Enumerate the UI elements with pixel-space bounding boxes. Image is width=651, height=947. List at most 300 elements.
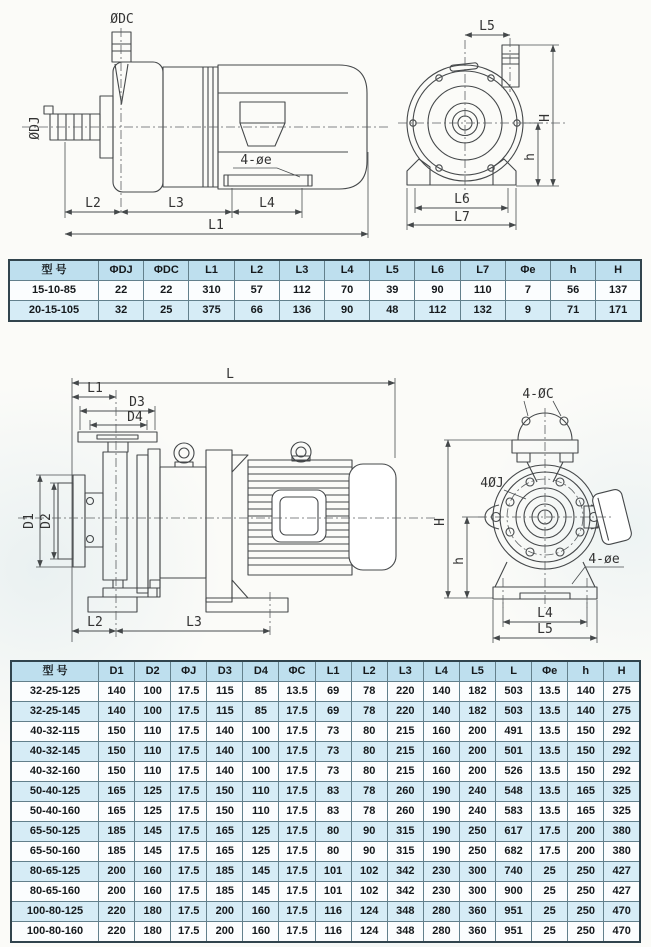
value-cell: 342 xyxy=(387,882,423,902)
value-cell: 17.5 xyxy=(171,702,207,722)
value-cell: 220 xyxy=(99,922,135,943)
value-cell: 80 xyxy=(315,822,351,842)
value-cell: 165 xyxy=(207,822,243,842)
value-cell: 171 xyxy=(596,301,641,322)
model-cell: 15-10-85 xyxy=(9,281,99,301)
table-row xyxy=(9,281,641,301)
model-cell: 40-32-115 xyxy=(11,722,99,742)
value-cell: 17.5 xyxy=(279,802,315,822)
value-cell: 85 xyxy=(243,702,279,722)
column-header: L3 xyxy=(387,661,423,682)
table-row xyxy=(11,782,640,802)
value-cell: 180 xyxy=(135,902,171,922)
column-header: L4 xyxy=(423,661,459,682)
value-cell: 90 xyxy=(351,842,387,862)
value-cell: 17.5 xyxy=(171,802,207,822)
value-cell: 200 xyxy=(459,762,495,782)
dim-label-dc: ØDC xyxy=(110,12,134,27)
value-cell: 125 xyxy=(135,802,171,822)
dim-label-h-total: H xyxy=(538,114,553,122)
value-cell: 220 xyxy=(387,702,423,722)
value-cell: 427 xyxy=(604,882,640,902)
value-cell: 115 xyxy=(207,702,243,722)
value-cell: 140 xyxy=(207,722,243,742)
value-cell: 140 xyxy=(423,702,459,722)
value-cell: 13.5 xyxy=(532,722,568,742)
value-cell: 39 xyxy=(370,281,415,301)
value-cell: 90 xyxy=(325,301,370,322)
value-cell: 200 xyxy=(459,722,495,742)
dim-label-d2: D2 xyxy=(39,513,54,529)
value-cell: 215 xyxy=(387,762,423,782)
value-cell: 470 xyxy=(604,902,640,922)
value-cell: 17.5 xyxy=(279,762,315,782)
value-cell: 13.5 xyxy=(532,802,568,822)
value-cell: 220 xyxy=(387,682,423,702)
value-cell: 342 xyxy=(387,862,423,882)
table-row xyxy=(11,822,640,842)
value-cell: 125 xyxy=(243,842,279,862)
value-cell: 150 xyxy=(207,782,243,802)
value-cell: 503 xyxy=(496,702,532,722)
value-cell: 90 xyxy=(351,822,387,842)
small-pump-dimension-table xyxy=(8,259,642,322)
value-cell: 110 xyxy=(135,722,171,742)
value-cell: 292 xyxy=(604,742,640,762)
value-cell: 17.5 xyxy=(171,782,207,802)
value-cell: 101 xyxy=(315,862,351,882)
value-cell: 17.5 xyxy=(279,842,315,862)
value-cell: 145 xyxy=(135,842,171,862)
value-cell: 83 xyxy=(315,802,351,822)
value-cell: 100 xyxy=(135,702,171,722)
column-header: L1 xyxy=(315,661,351,682)
value-cell: 215 xyxy=(387,742,423,762)
dim-label-l6: L6 xyxy=(454,192,470,207)
value-cell: 240 xyxy=(459,802,495,822)
value-cell: 275 xyxy=(604,682,640,702)
model-cell: 20-15-105 xyxy=(9,301,99,322)
value-cell: 185 xyxy=(207,862,243,882)
value-cell: 150 xyxy=(99,722,135,742)
value-cell: 25 xyxy=(532,922,568,943)
value-cell: 17.5 xyxy=(171,882,207,902)
value-cell: 25 xyxy=(532,862,568,882)
value-cell: 150 xyxy=(568,762,604,782)
dim-label-l3: L3 xyxy=(168,196,184,211)
value-cell: 180 xyxy=(135,922,171,943)
value-cell: 280 xyxy=(423,922,459,943)
value-cell: 17.5 xyxy=(171,842,207,862)
column-header: L2 xyxy=(351,661,387,682)
value-cell: 13.5 xyxy=(532,682,568,702)
value-cell: 503 xyxy=(496,682,532,702)
value-cell: 300 xyxy=(459,862,495,882)
value-cell: 17.5 xyxy=(171,922,207,943)
value-cell: 150 xyxy=(99,742,135,762)
value-cell: 200 xyxy=(207,922,243,943)
column-header: D1 xyxy=(99,661,135,682)
value-cell: 182 xyxy=(459,682,495,702)
value-cell: 22 xyxy=(99,281,144,301)
value-cell: 150 xyxy=(568,722,604,742)
value-cell: 140 xyxy=(423,682,459,702)
dim-label-l2: L2 xyxy=(85,196,101,211)
value-cell: 140 xyxy=(568,702,604,722)
value-cell: 32 xyxy=(99,301,144,322)
value-cell: 348 xyxy=(387,922,423,943)
value-cell: 9 xyxy=(505,301,550,322)
column-header: L1 xyxy=(189,260,234,281)
value-cell: 526 xyxy=(496,762,532,782)
column-header: ΦJ xyxy=(171,661,207,682)
model-cell: 40-32-160 xyxy=(11,762,99,782)
value-cell: 292 xyxy=(604,722,640,742)
value-cell: 145 xyxy=(135,822,171,842)
value-cell: 17.5 xyxy=(532,822,568,842)
column-header: L3 xyxy=(279,260,324,281)
value-cell: 200 xyxy=(99,862,135,882)
value-cell: 190 xyxy=(423,822,459,842)
value-cell: 140 xyxy=(568,682,604,702)
value-cell: 220 xyxy=(99,902,135,922)
table-row xyxy=(11,802,640,822)
value-cell: 300 xyxy=(459,882,495,902)
hole-callout-4e: 4-øe xyxy=(240,153,272,168)
value-cell: 137 xyxy=(596,281,641,301)
value-cell: 7 xyxy=(505,281,550,301)
value-cell: 380 xyxy=(604,822,640,842)
value-cell: 250 xyxy=(568,922,604,943)
value-cell: 22 xyxy=(144,281,189,301)
value-cell: 100 xyxy=(243,762,279,782)
value-cell: 140 xyxy=(207,762,243,782)
dim-label-l2: L2 xyxy=(87,615,103,630)
value-cell: 17.5 xyxy=(171,742,207,762)
column-header: 型 号 xyxy=(9,260,99,281)
value-cell: 200 xyxy=(99,882,135,902)
value-cell: 25 xyxy=(144,301,189,322)
value-cell: 13.5 xyxy=(532,782,568,802)
value-cell: 17.5 xyxy=(171,862,207,882)
value-cell: 951 xyxy=(496,922,532,943)
table-row xyxy=(11,922,640,943)
value-cell: 230 xyxy=(423,882,459,902)
value-cell: 150 xyxy=(99,762,135,782)
value-cell: 185 xyxy=(99,822,135,842)
value-cell: 160 xyxy=(423,722,459,742)
small-pump-side-view xyxy=(22,12,390,238)
value-cell: 100 xyxy=(243,742,279,762)
value-cell: 116 xyxy=(315,902,351,922)
value-cell: 275 xyxy=(604,702,640,722)
column-header: L5 xyxy=(370,260,415,281)
value-cell: 190 xyxy=(423,802,459,822)
value-cell: 240 xyxy=(459,782,495,802)
column-header: ΦDJ xyxy=(99,260,144,281)
value-cell: 66 xyxy=(234,301,279,322)
dim-label-l1: L1 xyxy=(87,381,103,396)
value-cell: 160 xyxy=(243,922,279,943)
column-header: L2 xyxy=(234,260,279,281)
value-cell: 548 xyxy=(496,782,532,802)
value-cell: 80 xyxy=(315,842,351,862)
value-cell: 17.5 xyxy=(279,882,315,902)
value-cell: 69 xyxy=(315,702,351,722)
table-row xyxy=(11,882,640,902)
value-cell: 315 xyxy=(387,822,423,842)
value-cell: 682 xyxy=(496,842,532,862)
dim-label-h-center: h xyxy=(523,153,538,161)
dim-label-d1: D1 xyxy=(22,513,37,529)
dim-label-h-center: h xyxy=(452,557,467,565)
large-pump-front-view xyxy=(433,387,633,643)
value-cell: 110 xyxy=(135,762,171,782)
dim-label-l4: L4 xyxy=(537,606,553,621)
value-cell: 124 xyxy=(351,902,387,922)
column-header: D4 xyxy=(243,661,279,682)
value-cell: 110 xyxy=(135,742,171,762)
model-cell: 50-40-125 xyxy=(11,782,99,802)
value-cell: 200 xyxy=(207,902,243,922)
value-cell: 740 xyxy=(496,862,532,882)
dim-label-l4: L4 xyxy=(259,196,275,211)
value-cell: 165 xyxy=(99,782,135,802)
value-cell: 140 xyxy=(207,742,243,762)
value-cell: 165 xyxy=(568,782,604,802)
value-cell: 190 xyxy=(423,842,459,862)
value-cell: 617 xyxy=(496,822,532,842)
dim-label-d3: D3 xyxy=(129,395,145,410)
header-row xyxy=(9,260,641,281)
value-cell: 280 xyxy=(423,902,459,922)
large-pump-side-view xyxy=(18,367,438,642)
dim-label-dj: ØDJ xyxy=(28,116,43,140)
model-cell: 80-65-160 xyxy=(11,882,99,902)
value-cell: 145 xyxy=(243,882,279,902)
value-cell: 583 xyxy=(496,802,532,822)
column-header: L7 xyxy=(460,260,505,281)
value-cell: 57 xyxy=(234,281,279,301)
value-cell: 17.5 xyxy=(279,702,315,722)
value-cell: 56 xyxy=(551,281,596,301)
value-cell: 250 xyxy=(459,842,495,862)
value-cell: 102 xyxy=(351,882,387,902)
value-cell: 160 xyxy=(243,902,279,922)
hole-callout-4j: 4ØJ xyxy=(480,476,504,491)
value-cell: 17.5 xyxy=(279,862,315,882)
value-cell: 17.5 xyxy=(171,682,207,702)
value-cell: 260 xyxy=(387,802,423,822)
value-cell: 17.5 xyxy=(532,842,568,862)
value-cell: 140 xyxy=(99,682,135,702)
value-cell: 73 xyxy=(315,762,351,782)
table-row xyxy=(11,682,640,702)
value-cell: 150 xyxy=(207,802,243,822)
value-cell: 25 xyxy=(532,882,568,902)
table-row xyxy=(11,702,640,722)
value-cell: 348 xyxy=(387,902,423,922)
value-cell: 17.5 xyxy=(279,742,315,762)
value-cell: 325 xyxy=(604,802,640,822)
column-header: 型 号 xyxy=(11,661,99,682)
value-cell: 160 xyxy=(423,742,459,762)
value-cell: 150 xyxy=(568,742,604,762)
value-cell: 78 xyxy=(351,782,387,802)
value-cell: 250 xyxy=(568,902,604,922)
value-cell: 260 xyxy=(387,782,423,802)
small-pump-front-view xyxy=(398,19,566,230)
value-cell: 80 xyxy=(351,762,387,782)
value-cell: 501 xyxy=(496,742,532,762)
value-cell: 325 xyxy=(604,782,640,802)
model-cell: 80-65-125 xyxy=(11,862,99,882)
value-cell: 48 xyxy=(370,301,415,322)
value-cell: 160 xyxy=(135,882,171,902)
value-cell: 90 xyxy=(415,281,460,301)
column-header: h xyxy=(568,661,604,682)
column-header: L4 xyxy=(325,260,370,281)
value-cell: 185 xyxy=(99,842,135,862)
value-cell: 491 xyxy=(496,722,532,742)
value-cell: 110 xyxy=(243,802,279,822)
value-cell: 17.5 xyxy=(279,922,315,943)
value-cell: 17.5 xyxy=(279,782,315,802)
value-cell: 182 xyxy=(459,702,495,722)
value-cell: 17.5 xyxy=(171,722,207,742)
column-header: L6 xyxy=(415,260,460,281)
value-cell: 25 xyxy=(532,902,568,922)
large-pump-drawing xyxy=(0,350,651,662)
value-cell: 250 xyxy=(459,822,495,842)
model-cell: 65-50-160 xyxy=(11,842,99,862)
table-row xyxy=(11,762,640,782)
column-header: D3 xyxy=(207,661,243,682)
table-row xyxy=(11,842,640,862)
value-cell: 165 xyxy=(99,802,135,822)
value-cell: 165 xyxy=(207,842,243,862)
value-cell: 78 xyxy=(351,702,387,722)
value-cell: 165 xyxy=(568,802,604,822)
table-row xyxy=(9,301,641,322)
column-header: H xyxy=(596,260,641,281)
value-cell: 200 xyxy=(568,822,604,842)
value-cell: 375 xyxy=(189,301,234,322)
value-cell: 73 xyxy=(315,722,351,742)
column-header: D2 xyxy=(135,661,171,682)
column-header: ΦC xyxy=(279,661,315,682)
table-row xyxy=(11,862,640,882)
value-cell: 13.5 xyxy=(532,762,568,782)
header-row xyxy=(11,661,640,682)
value-cell: 83 xyxy=(315,782,351,802)
value-cell: 102 xyxy=(351,862,387,882)
value-cell: 100 xyxy=(135,682,171,702)
value-cell: 69 xyxy=(315,682,351,702)
value-cell: 13.5 xyxy=(279,682,315,702)
model-cell: 50-40-160 xyxy=(11,802,99,822)
table-row xyxy=(11,722,640,742)
dim-label-d4: D4 xyxy=(127,410,143,425)
value-cell: 13.5 xyxy=(532,702,568,722)
hole-callout-4c: 4-ØC xyxy=(522,387,554,402)
model-cell: 100-80-125 xyxy=(11,902,99,922)
large-pump-dimension-table xyxy=(10,660,641,943)
dim-label-h-total: H xyxy=(433,518,448,526)
value-cell: 17.5 xyxy=(279,822,315,842)
value-cell: 185 xyxy=(207,882,243,902)
value-cell: 470 xyxy=(604,922,640,943)
value-cell: 160 xyxy=(423,762,459,782)
column-header: Φe xyxy=(505,260,550,281)
value-cell: 85 xyxy=(243,682,279,702)
model-cell: 32-25-145 xyxy=(11,702,99,722)
column-header: L xyxy=(496,661,532,682)
column-header: L5 xyxy=(459,661,495,682)
value-cell: 250 xyxy=(568,862,604,882)
value-cell: 427 xyxy=(604,862,640,882)
value-cell: 17.5 xyxy=(171,822,207,842)
table-row xyxy=(11,742,640,762)
value-cell: 200 xyxy=(459,742,495,762)
value-cell: 100 xyxy=(243,722,279,742)
value-cell: 71 xyxy=(551,301,596,322)
value-cell: 360 xyxy=(459,922,495,943)
value-cell: 125 xyxy=(243,822,279,842)
column-header: Φe xyxy=(532,661,568,682)
table-row xyxy=(11,902,640,922)
value-cell: 215 xyxy=(387,722,423,742)
value-cell: 380 xyxy=(604,842,640,862)
hole-callout-4e: 4-øe xyxy=(588,552,620,567)
model-cell: 32-25-125 xyxy=(11,682,99,702)
column-header: H xyxy=(604,661,640,682)
column-header: ΦDC xyxy=(144,260,189,281)
dim-label-l: L xyxy=(226,367,234,382)
value-cell: 17.5 xyxy=(171,762,207,782)
value-cell: 160 xyxy=(135,862,171,882)
value-cell: 124 xyxy=(351,922,387,943)
value-cell: 115 xyxy=(207,682,243,702)
dim-label-l5: L5 xyxy=(537,622,553,637)
value-cell: 116 xyxy=(315,922,351,943)
column-header: h xyxy=(551,260,596,281)
value-cell: 190 xyxy=(423,782,459,802)
value-cell: 112 xyxy=(279,281,324,301)
value-cell: 80 xyxy=(351,742,387,762)
dim-label-l5: L5 xyxy=(479,19,495,34)
value-cell: 125 xyxy=(135,782,171,802)
value-cell: 250 xyxy=(568,882,604,902)
value-cell: 292 xyxy=(604,762,640,782)
value-cell: 13.5 xyxy=(532,742,568,762)
dim-label-l7: L7 xyxy=(454,210,470,225)
model-cell: 40-32-145 xyxy=(11,742,99,762)
value-cell: 230 xyxy=(423,862,459,882)
value-cell: 73 xyxy=(315,742,351,762)
value-cell: 132 xyxy=(460,301,505,322)
value-cell: 200 xyxy=(568,842,604,862)
value-cell: 101 xyxy=(315,882,351,902)
value-cell: 17.5 xyxy=(171,902,207,922)
value-cell: 900 xyxy=(496,882,532,902)
value-cell: 17.5 xyxy=(279,722,315,742)
value-cell: 136 xyxy=(279,301,324,322)
value-cell: 315 xyxy=(387,842,423,862)
model-cell: 65-50-125 xyxy=(11,822,99,842)
value-cell: 145 xyxy=(243,862,279,882)
value-cell: 112 xyxy=(415,301,460,322)
